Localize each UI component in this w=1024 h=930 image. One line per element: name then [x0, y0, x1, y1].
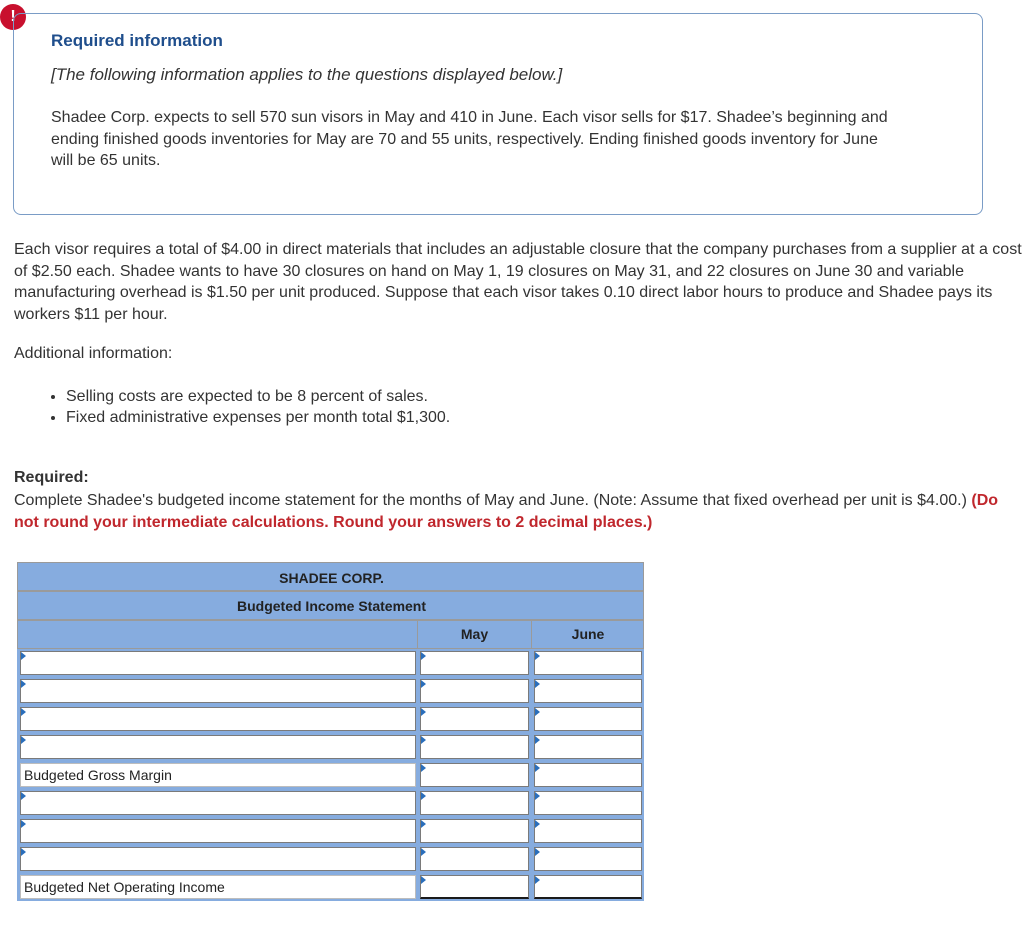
june-amount-input[interactable]: [534, 791, 642, 815]
may-amount-input[interactable]: [420, 679, 529, 703]
company-name: SHADEE CORP.: [279, 570, 384, 586]
june-amount-input[interactable]: [534, 651, 642, 675]
info-body: Shadee Corp. expects to sell 570 sun visors in May and 410 in June. Each visor sells for $17. Shadee’s beginning and ending finished goods inventories for May are 70 and 55 units, respectively. Ending finished goods inventory for June will be 65 units.: [51, 109, 888, 169]
gross-margin-row: [17, 761, 644, 789]
income-statement-table: [17, 562, 644, 907]
dropdown-marker-icon: [535, 848, 540, 856]
gross-margin-june-input[interactable]: [534, 763, 642, 787]
may-amount-input[interactable]: [420, 707, 529, 731]
june-amount-input[interactable]: [534, 735, 642, 759]
gross-margin-may-input[interactable]: [420, 763, 529, 787]
info-title: Required information: [51, 31, 223, 50]
dropdown-marker-icon: [535, 708, 540, 716]
line-item-label-input[interactable]: [20, 735, 416, 759]
net-operating-income-row: [17, 873, 644, 901]
info-subtitle: [The following information applies to the questions displayed below.]: [51, 65, 563, 84]
required-text: Complete Shadee's budgeted income statement for the months of May and June. (Note: Assume that fixed overhead per unit is $4.00.): [14, 492, 972, 509]
june-amount-input[interactable]: [534, 847, 642, 871]
table-row: [17, 817, 644, 845]
dropdown-marker-icon: [21, 792, 26, 800]
table-row: [17, 705, 644, 733]
dropdown-marker-icon: [535, 736, 540, 744]
line-item-label-input[interactable]: [20, 791, 416, 815]
gross-margin-label: Budgeted Gross Margin: [20, 763, 416, 787]
june-amount-input[interactable]: [534, 819, 642, 843]
dropdown-marker-icon: [535, 764, 540, 772]
may-amount-input[interactable]: [420, 791, 529, 815]
list-item: • Fixed administrative expenses per month total $1,300.: [66, 407, 450, 428]
net-operating-income-may-input[interactable]: [420, 875, 529, 899]
may-amount-input[interactable]: [420, 651, 529, 675]
dropdown-marker-icon: [21, 736, 26, 744]
table-row: [17, 733, 644, 761]
column-header-row: [17, 620, 644, 649]
required-instructions: [14, 490, 1014, 533]
line-item-label-input[interactable]: [20, 819, 416, 843]
dropdown-marker-icon: [21, 708, 26, 716]
line-item-label-input[interactable]: [20, 679, 416, 703]
dropdown-marker-icon: [421, 820, 426, 828]
dropdown-marker-icon: [535, 652, 540, 660]
dropdown-marker-icon: [21, 848, 26, 856]
dropdown-marker-icon: [421, 848, 426, 856]
problem-paragraph: Each visor requires a total of $4.00 in direct materials that includes an adjustable closure that the company purchases from a supplier at a cost of $2.50 each. Shadee wants to have 30 closures on hand on May 1, 19 closures on May 31, and 22 closures on June 30 and variable manufacturing overhead is $1.50 per unit produced. Suppose that each visor takes 0.10 direct labor hours to produce and Shadee pays its workers $11 per hour.: [14, 241, 1022, 323]
net-operating-income-label: Budgeted Net Operating Income: [20, 875, 416, 899]
dropdown-marker-icon: [421, 680, 426, 688]
may-amount-input[interactable]: [420, 847, 529, 871]
table-row: [17, 677, 644, 705]
dropdown-marker-icon: [535, 820, 540, 828]
column-header-may: May: [417, 621, 531, 648]
additional-info-list: [48, 386, 450, 428]
exclamation-icon: !: [0, 4, 26, 30]
dropdown-marker-icon: [21, 820, 26, 828]
june-amount-input[interactable]: [534, 679, 642, 703]
dropdown-marker-icon: [21, 652, 26, 660]
required-label: Required:: [14, 469, 89, 486]
additional-info-label: Additional information:: [14, 345, 173, 362]
rounding-note: (Do not round your intermediate calculations. Round your answers to 2 decimal places.): [14, 492, 999, 531]
table-row: [17, 789, 644, 817]
dropdown-marker-icon: [421, 708, 426, 716]
table-row: [17, 649, 644, 677]
dropdown-marker-icon: [535, 876, 540, 884]
may-amount-input[interactable]: [420, 735, 529, 759]
line-item-label-input[interactable]: [20, 651, 416, 675]
dropdown-marker-icon: [421, 792, 426, 800]
statement-company-header: [17, 562, 644, 591]
column-header-june: June: [531, 621, 644, 648]
dropdown-marker-icon: [421, 876, 426, 884]
dropdown-marker-icon: [21, 680, 26, 688]
line-item-label-input[interactable]: [20, 707, 416, 731]
june-amount-input[interactable]: [534, 707, 642, 731]
table-row: [17, 845, 644, 873]
may-amount-input[interactable]: [420, 819, 529, 843]
dropdown-marker-icon: [421, 652, 426, 660]
net-operating-income-june-input[interactable]: [534, 875, 642, 899]
statement-title: Budgeted Income Statement: [236, 598, 427, 614]
statement-title-header: [17, 591, 644, 620]
list-item: • Selling costs are expected to be 8 percent of sales.: [66, 386, 450, 407]
dropdown-marker-icon: [535, 680, 540, 688]
dropdown-marker-icon: [421, 736, 426, 744]
dropdown-marker-icon: [421, 764, 426, 772]
dropdown-marker-icon: [535, 792, 540, 800]
line-item-label-input[interactable]: [20, 847, 416, 871]
